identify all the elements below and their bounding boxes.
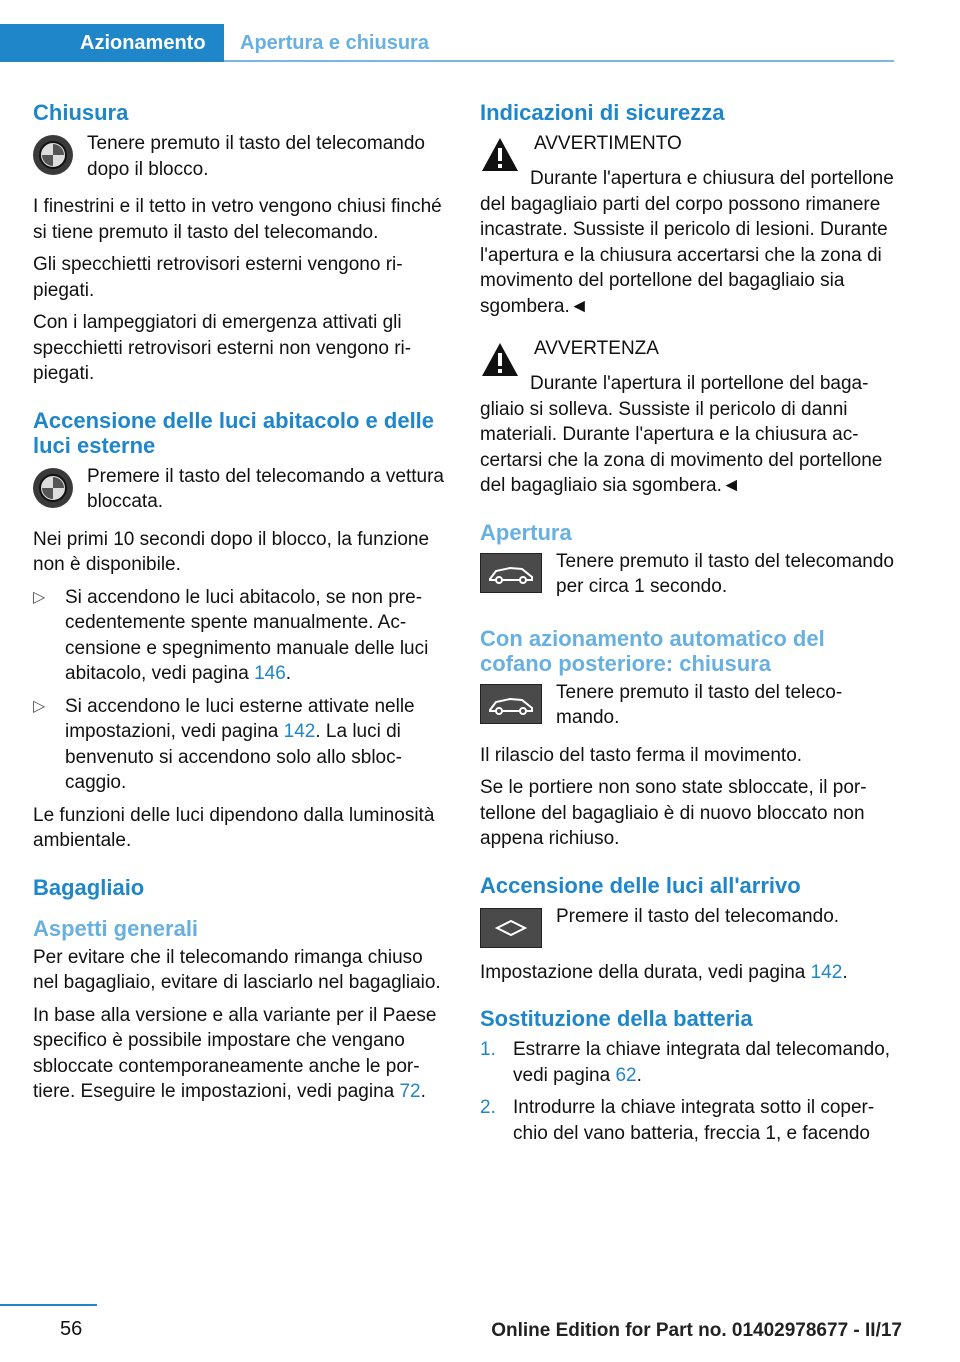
paragraph: Con i lampeggiatori di emergenza attivati gli specchietti retrovisori esterni non vengono ripiegati. xyxy=(33,312,412,384)
list-item: ▷ Si accendono le luci esterne attivate nelle impostazioni, vedi pagina 142. La luci di benvenuto si accendono solo allo sbloccaggio. xyxy=(33,694,448,796)
apertura-instruction-text: Tenere premuto il tasto del telecomando per circa 1 secondo. xyxy=(556,550,894,597)
page-header xyxy=(0,0,894,62)
header-subsection: Apertura e chiusura xyxy=(240,32,429,54)
heading-aspetti-generali: Aspetti generali xyxy=(33,915,199,941)
trunk-button-icon xyxy=(480,553,542,593)
page-link-142[interactable]: 142 xyxy=(810,961,843,983)
paragraph: Gli specchietti retrovisori esterni vengono ripiegati. xyxy=(33,254,403,301)
warning-label: AVVERTENZA xyxy=(534,338,659,359)
auto-instruction xyxy=(480,680,895,731)
bmw-keyfob-icon xyxy=(33,468,73,508)
header-section: Azionamento xyxy=(0,24,224,62)
edition-label: Online Edition for Part no. 01402978677 - II/17 xyxy=(491,1320,902,1341)
right-column xyxy=(480,100,895,1153)
trunk-button-icon xyxy=(480,684,542,724)
page-link-146[interactable]: 146 xyxy=(254,663,286,684)
paragraph: Per evitare che il telecomando rimanga chiuso nel bagagliaio, evitare di lasciarlo nel bagagliaio. xyxy=(33,946,441,993)
paragraph: Nei primi 10 secondi dopo il blocco, la funzione non è disponibile. xyxy=(33,528,430,575)
warning-label: AVVERTIMENTO xyxy=(534,133,682,154)
page-number: 56 xyxy=(60,1318,83,1340)
paragraph: Le funzioni delle luci dipendono dalla luminosità ambientale. xyxy=(33,804,435,851)
page-link-72[interactable]: 72 xyxy=(399,1081,421,1102)
bmw-keyfob-icon xyxy=(33,135,73,175)
warning-triangle-icon xyxy=(480,340,520,385)
heading-sicurezza: Indicazioni di sicurezza xyxy=(480,100,725,125)
heading-chiusura: Chiusura xyxy=(33,100,129,125)
bullet-triangle-icon: ▷ xyxy=(33,697,46,715)
paragraph: Il rilascio del tasto ferma il movimento. xyxy=(480,744,803,766)
arrivo-instruction-text: Premere il tasto del telecomando. xyxy=(556,905,840,927)
bullet-triangle-icon: ▷ xyxy=(33,588,46,606)
page-link-142[interactable]: 142 xyxy=(283,721,316,742)
paragraph: In base alla versione e alla variante per il Paese specifico è possibile impostare che vengano sbloccate contemporaneamente anche le portiere. Eseguire le impostazioni, vedi pagina 72. xyxy=(33,1004,437,1102)
page-link-62[interactable]: 62 xyxy=(615,1064,637,1086)
heading-automatico: Con azionamento automatico del cofano posteriore: chiusura xyxy=(480,625,825,676)
auto-instruction-text: Tenere premuto il tasto del telecomando. xyxy=(556,681,843,728)
chiusura-instruction-text: Tenere premuto il tasto del telecomando dopo il blocco. xyxy=(87,133,425,180)
header-rule xyxy=(224,60,894,62)
list-item: 1. Estrarre la chiave integrata dal telecomando, vedi pagina 62. xyxy=(480,1037,895,1088)
paragraph: Impostazione della durata, vedi pagina 142. xyxy=(480,961,848,983)
diamond-button-icon xyxy=(480,908,542,948)
chiusura-instruction xyxy=(33,131,448,182)
arrivo-instruction xyxy=(480,904,895,948)
heading-batteria: Sostituzione della batteria xyxy=(480,1006,753,1031)
paragraph: Se le portiere non sono state sbloccate, il portellone del bagagliaio è di nuovo bloccato non appena richiuso. xyxy=(480,777,867,849)
heading-apertura: Apertura xyxy=(480,519,572,545)
luci-instruction xyxy=(33,464,448,515)
paragraph: I finestrini e il tetto in vetro vengono chiusi finché si tiene premuto il tasto del telecomando. xyxy=(33,196,442,243)
list-item: 2. Introdurre la chiave integrata sotto il coperchio del vano batteria, freccia 1, e facendo xyxy=(480,1095,895,1146)
footer-rule xyxy=(0,1304,97,1306)
heading-arrivo: Accensione delle luci all'arrivo xyxy=(480,872,801,898)
list-item: ▷ Si accendono le luci abitacolo, se non precedentemente spente manualmente. Accensione e spegnimento manuale delle luci abitacolo, vedi pagina 146. xyxy=(33,585,448,687)
warning-text: Durante l'apertura il portellone del bagagliaio si solleva. Sussiste il pericolo di danni materiali. Durante l'apertura e la chiusura accertarsi che la zona di movimento del portellone del bagagliaio sia sgombera.◄ xyxy=(480,373,883,496)
heading-luci: Accensione delle luci abitacolo e delle luci esterne xyxy=(33,407,435,458)
apertura-instruction xyxy=(480,549,895,600)
warning-triangle-icon xyxy=(480,135,520,180)
luci-instruction-text: Premere il tasto del telecomando a vettura bloccata. xyxy=(87,465,444,512)
step-number: 2. xyxy=(480,1097,496,1118)
step-number: 1. xyxy=(480,1039,496,1060)
heading-bagagliaio: Bagagliaio xyxy=(33,874,145,900)
warning-text: Durante l'apertura e chiusura del portellone del bagagliaio parti del corpo possono rimanere incastrate. Sussiste il pericolo di lesioni. Durante l'apertura e la chiusura accertarsi che la zona di movimento del portellone del bagagliaio sia sgombera.◄ xyxy=(480,168,894,317)
left-column xyxy=(33,100,448,1112)
